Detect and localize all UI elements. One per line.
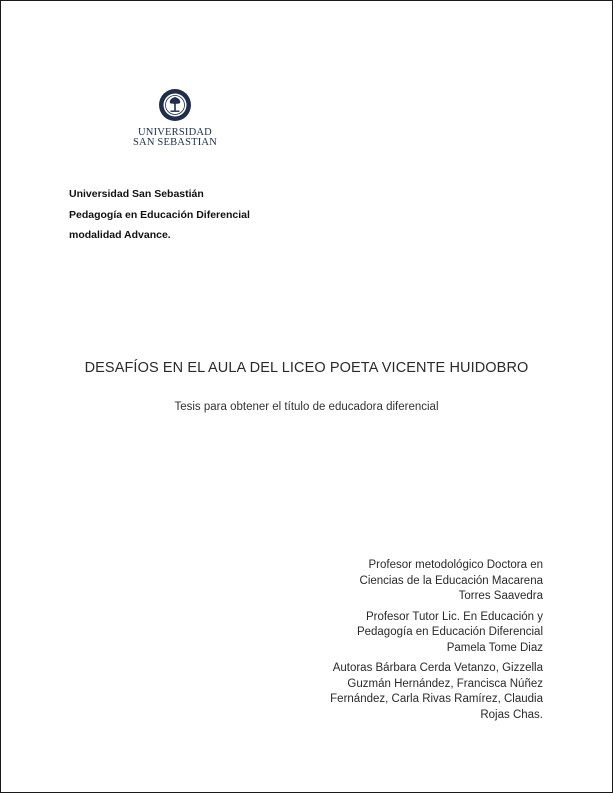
credit-line: Guzmán Hernández, Francisca Núñez — [347, 677, 543, 690]
thesis-title: DESAFÍOS EN EL AULA DEL LICEO POETA VICENTE HUIDOBRO — [84, 360, 529, 376]
tutor-professor — [303, 610, 543, 657]
credit-line: Pedagogía en Educación Diferencial — [356, 626, 543, 638]
credit-line: Profesor metodológico Doctora en — [368, 559, 543, 571]
thesis-subtitle: Tesis para obtener el título de educadora diferencial — [174, 401, 439, 413]
logo-text-line-1: UNIVERSIDAD — [138, 127, 212, 138]
institution-block — [69, 184, 250, 246]
university-logo — [120, 88, 230, 158]
credit-line: Autoras Bárbara Cerda Vetanzo, Gizzella — [332, 662, 543, 674]
credit-line: Torres Saavedra — [458, 590, 543, 602]
credit-line: Rojas Chas. — [480, 708, 543, 721]
credits-block — [303, 558, 543, 728]
methodological-professor — [303, 558, 543, 605]
university-seal-icon — [158, 88, 192, 122]
credit-line: Pamela Tome Diaz — [446, 641, 543, 654]
logo-text-line-2: SAN SEBASTIAN — [133, 137, 217, 148]
modality: modalidad Advance. — [69, 229, 171, 241]
credit-line: Profesor Tutor Lic. En Educación y — [365, 610, 543, 623]
credit-line: Ciencias de la Educación Macarena — [359, 574, 543, 587]
institution-name: Universidad San Sebastián — [69, 188, 204, 200]
program-name: Pedagogía en Educación Diferencial — [69, 208, 250, 221]
authors — [303, 661, 543, 723]
credit-line: Fernández, Carla Rivas Ramírez, Claudia — [330, 693, 543, 705]
